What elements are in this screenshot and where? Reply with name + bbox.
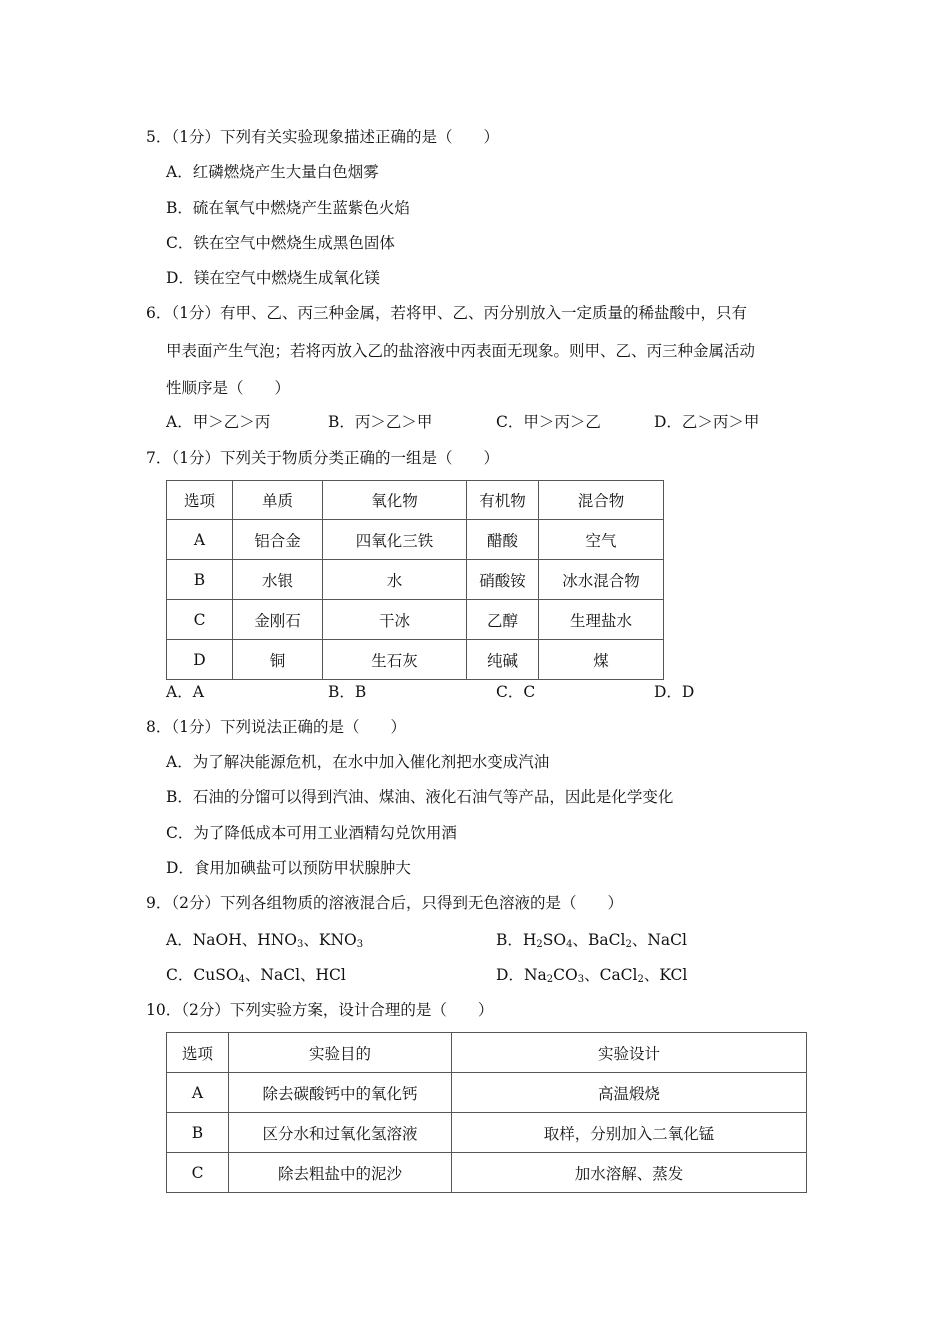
q9-option-c: C．CuSO$_4$、NaCl、HCl bbox=[166, 966, 346, 985]
q9-option-a: A．NaOH、$HNO_3$、$KNO_3$ bbox=[166, 931, 364, 950]
q8-option-c: C．为了降低成本可用工业酒精勾兑饮用酒 bbox=[166, 824, 457, 842]
table-header-cell: 实验设计 bbox=[452, 1033, 807, 1073]
table-row bbox=[167, 520, 664, 560]
table-cell: 区分水和过氧化氢溶液 bbox=[229, 1113, 452, 1153]
q7-option-a: A．A bbox=[166, 683, 204, 701]
q8-option-b: B．石油的分馏可以得到汽油、煤油、液化石油气等产品，因此是化学变化 bbox=[166, 788, 674, 806]
table-header-cell: 选项 bbox=[167, 481, 233, 520]
q5-option-d: D．镁在空气中燃烧生成氧化镁 bbox=[166, 269, 380, 287]
q6-stem-line1: 6．（1分）有甲、乙、丙三种金属，若将甲、乙、丙分别放入一定质量的稀盐酸中，只有 bbox=[146, 304, 747, 322]
table-cell: C bbox=[167, 600, 233, 640]
table-header-cell: 单质 bbox=[233, 481, 323, 520]
table-header-cell: 选项 bbox=[167, 1033, 229, 1073]
table-cell: A bbox=[167, 1073, 229, 1113]
q5-option-a: A．红磷燃烧产生大量白色烟雾 bbox=[166, 163, 379, 181]
table-cell: 金刚石 bbox=[233, 600, 323, 640]
q7-option-c: C．C bbox=[496, 683, 536, 701]
table-row bbox=[167, 1073, 807, 1113]
q8-option-d: D．食用加碘盐可以预防甲状腺肿大 bbox=[166, 859, 411, 877]
q6-option-b: B．丙＞乙＞甲 bbox=[328, 413, 433, 431]
table-cell: 水银 bbox=[233, 560, 323, 600]
q7-option-d: D．D bbox=[654, 683, 695, 701]
q7-option-b: B．B bbox=[328, 683, 367, 701]
table-row bbox=[167, 1113, 807, 1153]
table-cell: 除去碳酸钙中的氧化钙 bbox=[229, 1073, 452, 1113]
q6-option-a: A．甲＞乙＞丙 bbox=[166, 413, 271, 431]
q9-option-b: B．$H_2SO_4$、BaCl$_2$、NaCl bbox=[496, 931, 687, 950]
q10-experiment-table bbox=[166, 1032, 807, 1193]
table-header-cell: 混合物 bbox=[539, 481, 664, 520]
table-cell: 四氧化三铁 bbox=[323, 520, 467, 560]
q6-option-c: C．甲＞丙＞乙 bbox=[496, 413, 601, 431]
q5-option-b: B．硫在氧气中燃烧产生蓝紫色火焰 bbox=[166, 199, 410, 217]
table-cell: 水 bbox=[323, 560, 467, 600]
q7-classification-table bbox=[166, 480, 664, 680]
table-cell: C bbox=[167, 1153, 229, 1193]
q5-stem: 5．（1分）下列有关实验现象描述正确的是（ ） bbox=[146, 128, 499, 146]
table-cell: 纯碱 bbox=[467, 640, 539, 680]
q7-stem: 7．（1分）下列关于物质分类正确的一组是（ ） bbox=[146, 449, 499, 467]
table-cell: B bbox=[167, 560, 233, 600]
table-header-row bbox=[167, 481, 664, 520]
table-header-cell: 氧化物 bbox=[323, 481, 467, 520]
table-cell: 加水溶解、蒸发 bbox=[452, 1153, 807, 1193]
table-row bbox=[167, 600, 664, 640]
table-cell: 生石灰 bbox=[323, 640, 467, 680]
table-header-cell: 实验目的 bbox=[229, 1033, 452, 1073]
q5-option-c: C．铁在空气中燃烧生成黑色固体 bbox=[166, 234, 395, 252]
table-cell: 煤 bbox=[539, 640, 664, 680]
table-cell: A bbox=[167, 520, 233, 560]
table-row bbox=[167, 1153, 807, 1193]
table-row bbox=[167, 640, 664, 680]
q9-option-d: D．$Na_2CO_3$、CaCl$_2$、KCl bbox=[496, 966, 688, 985]
table-cell: 醋酸 bbox=[467, 520, 539, 560]
table-cell: 干冰 bbox=[323, 600, 467, 640]
q6-stem-line3: 性顺序是（ ） bbox=[166, 379, 291, 397]
table-cell: B bbox=[167, 1113, 229, 1153]
table-row bbox=[167, 560, 664, 600]
table-cell: 冰水混合物 bbox=[539, 560, 664, 600]
table-cell: 空气 bbox=[539, 520, 664, 560]
q6-stem-line2: 甲表面产生气泡；若将丙放入乙的盐溶液中丙表面无现象。则甲、乙、丙三种金属活动 bbox=[166, 342, 756, 360]
table-cell: 铜 bbox=[233, 640, 323, 680]
q6-option-d: D．乙＞丙＞甲 bbox=[654, 413, 760, 431]
table-cell: 生理盐水 bbox=[539, 600, 664, 640]
table-header-cell: 有机物 bbox=[467, 481, 539, 520]
table-cell: 铝合金 bbox=[233, 520, 323, 560]
table-cell: 取样，分别加入二氧化锰 bbox=[452, 1113, 807, 1153]
table-cell: 硝酸铵 bbox=[467, 560, 539, 600]
table-cell: 乙醇 bbox=[467, 600, 539, 640]
q10-stem: 10．（2分）下列实验方案，设计合理的是（ ） bbox=[146, 1001, 494, 1019]
q8-option-a: A．为了解决能源危机，在水中加入催化剂把水变成汽油 bbox=[166, 753, 550, 771]
table-cell: 高温煅烧 bbox=[452, 1073, 807, 1113]
q9-stem: 9．（2分）下列各组物质的溶液混合后，只得到无色溶液的是（ ） bbox=[146, 894, 623, 912]
q8-stem: 8．（1分）下列说法正确的是（ ） bbox=[146, 718, 406, 736]
table-header-row bbox=[167, 1033, 807, 1073]
table-cell: D bbox=[167, 640, 233, 680]
table-cell: 除去粗盐中的泥沙 bbox=[229, 1153, 452, 1193]
